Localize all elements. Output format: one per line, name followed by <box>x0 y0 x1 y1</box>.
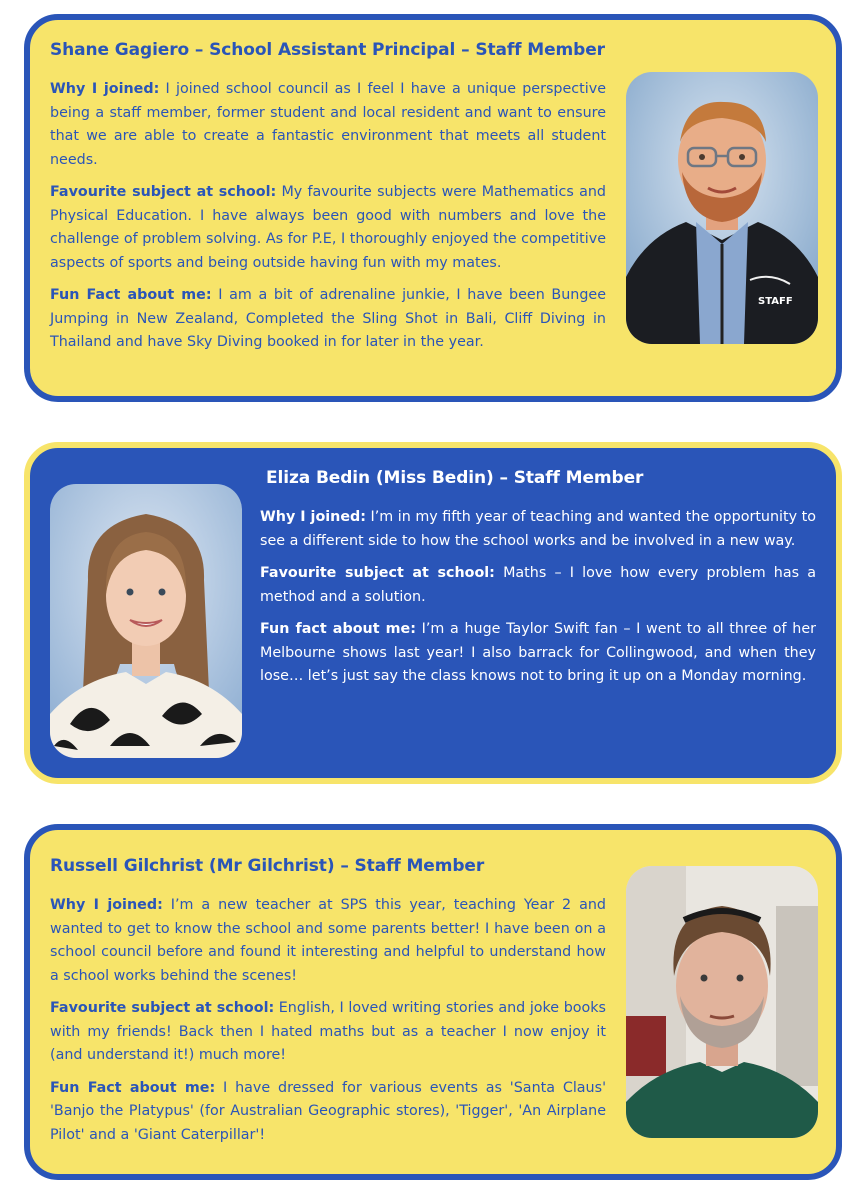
fun-fact-text: I’m a huge Taylor Swift fan – I went to all three of her Melbourne shows last year! I also barrack for Collingwood, and when they lose… let’s just say the class knows not to bring it up on a Monday morning. <box>260 621 816 684</box>
why-joined-text: I’m a new teacher at SPS this year, teaching Year 2 and wanted to get to know the school and some parents better! I have been on a school council before and found it interesting and helpful to understand how a school works behind the scenes! <box>50 897 606 984</box>
fun-fact-paragraph <box>260 618 816 689</box>
profile-title: Russell Gilchrist (Mr Gilchrist) – Staff Member <box>50 856 485 876</box>
fun-fact-text: I am a bit of adrenaline junkie, I have been Bungee Jumping in New Zealand, Completed the Sling Shot in Bali, Cliff Diving in Thailand and have Sky Diving booked in for later in the year. <box>50 287 607 350</box>
profile-card-russell <box>24 824 842 1180</box>
fun-fact-label: Fun Fact about me: <box>50 1079 216 1096</box>
why-joined-paragraph <box>260 506 816 553</box>
fun-fact-paragraph <box>50 284 606 355</box>
profile-text <box>50 78 606 364</box>
favourite-subject-text: English, I loved writing stories and joke books with my friends! Back then I hated maths but as a teacher I now enjoy it (and understand it!) much more! <box>50 1000 606 1063</box>
favourite-subject-paragraph <box>260 562 816 609</box>
why-joined-text: I’m in my fifth year of teaching and wanted the opportunity to see a different side to how the school works and be involved in a new way. <box>260 509 816 549</box>
profile-text <box>50 894 606 1156</box>
favourite-subject-paragraph <box>50 181 606 275</box>
favourite-subject-label: Favourite subject at school: <box>50 1000 275 1016</box>
favourite-subject-label: Favourite subject at school: <box>260 565 495 581</box>
fun-fact-text: I have dressed for various events as 'Santa Claus' 'Banjo the Platypus' (for Australian Geographic stores), 'Tigger', 'An Airplane Pilot' and a 'Giant Caterpillar'! <box>50 1079 606 1143</box>
favourite-subject-paragraph <box>50 997 606 1068</box>
why-joined-paragraph <box>50 78 606 172</box>
fun-fact-paragraph <box>50 1077 606 1148</box>
fun-fact-label: Fun Fact about me: <box>50 287 212 303</box>
fun-fact-label: Fun fact about me: <box>260 621 416 637</box>
profile-photo-eliza <box>50 484 242 758</box>
profile-photo-russell <box>626 866 818 1138</box>
why-joined-label: Why I joined: <box>260 509 366 525</box>
why-joined-label: Why I joined: <box>50 81 160 97</box>
profile-photo-shane <box>626 72 818 344</box>
profile-title: Eliza Bedin (Miss Bedin) – Staff Member <box>266 468 644 488</box>
favourite-subject-label: Favourite subject at school: <box>50 184 277 200</box>
profile-text <box>260 506 816 698</box>
favourite-subject-text: My favourite subjects were Mathematics and Physical Education. I have always been good with numbers and love the challenge of problem solving. As for P.E, I thoroughly enjoyed the competitive aspects of sports and being outside having fun with my mates. <box>50 184 606 271</box>
profile-card-eliza <box>24 442 842 784</box>
favourite-subject-text: Maths – I love how every problem has a method and a solution. <box>260 565 816 605</box>
why-joined-paragraph <box>50 894 606 988</box>
why-joined-text: I joined school council as I feel I have a unique perspective being a staff member, former student and local resident and want to ensure that we are able to create a fantastic environment that meets all student needs. <box>50 81 606 168</box>
why-joined-label: Why I joined: <box>50 897 163 913</box>
profile-card-shane <box>24 14 842 402</box>
profile-title: Shane Gagiero – School Assistant Principal – Staff Member <box>50 40 605 60</box>
staff-badge: STAFF <box>758 296 793 307</box>
